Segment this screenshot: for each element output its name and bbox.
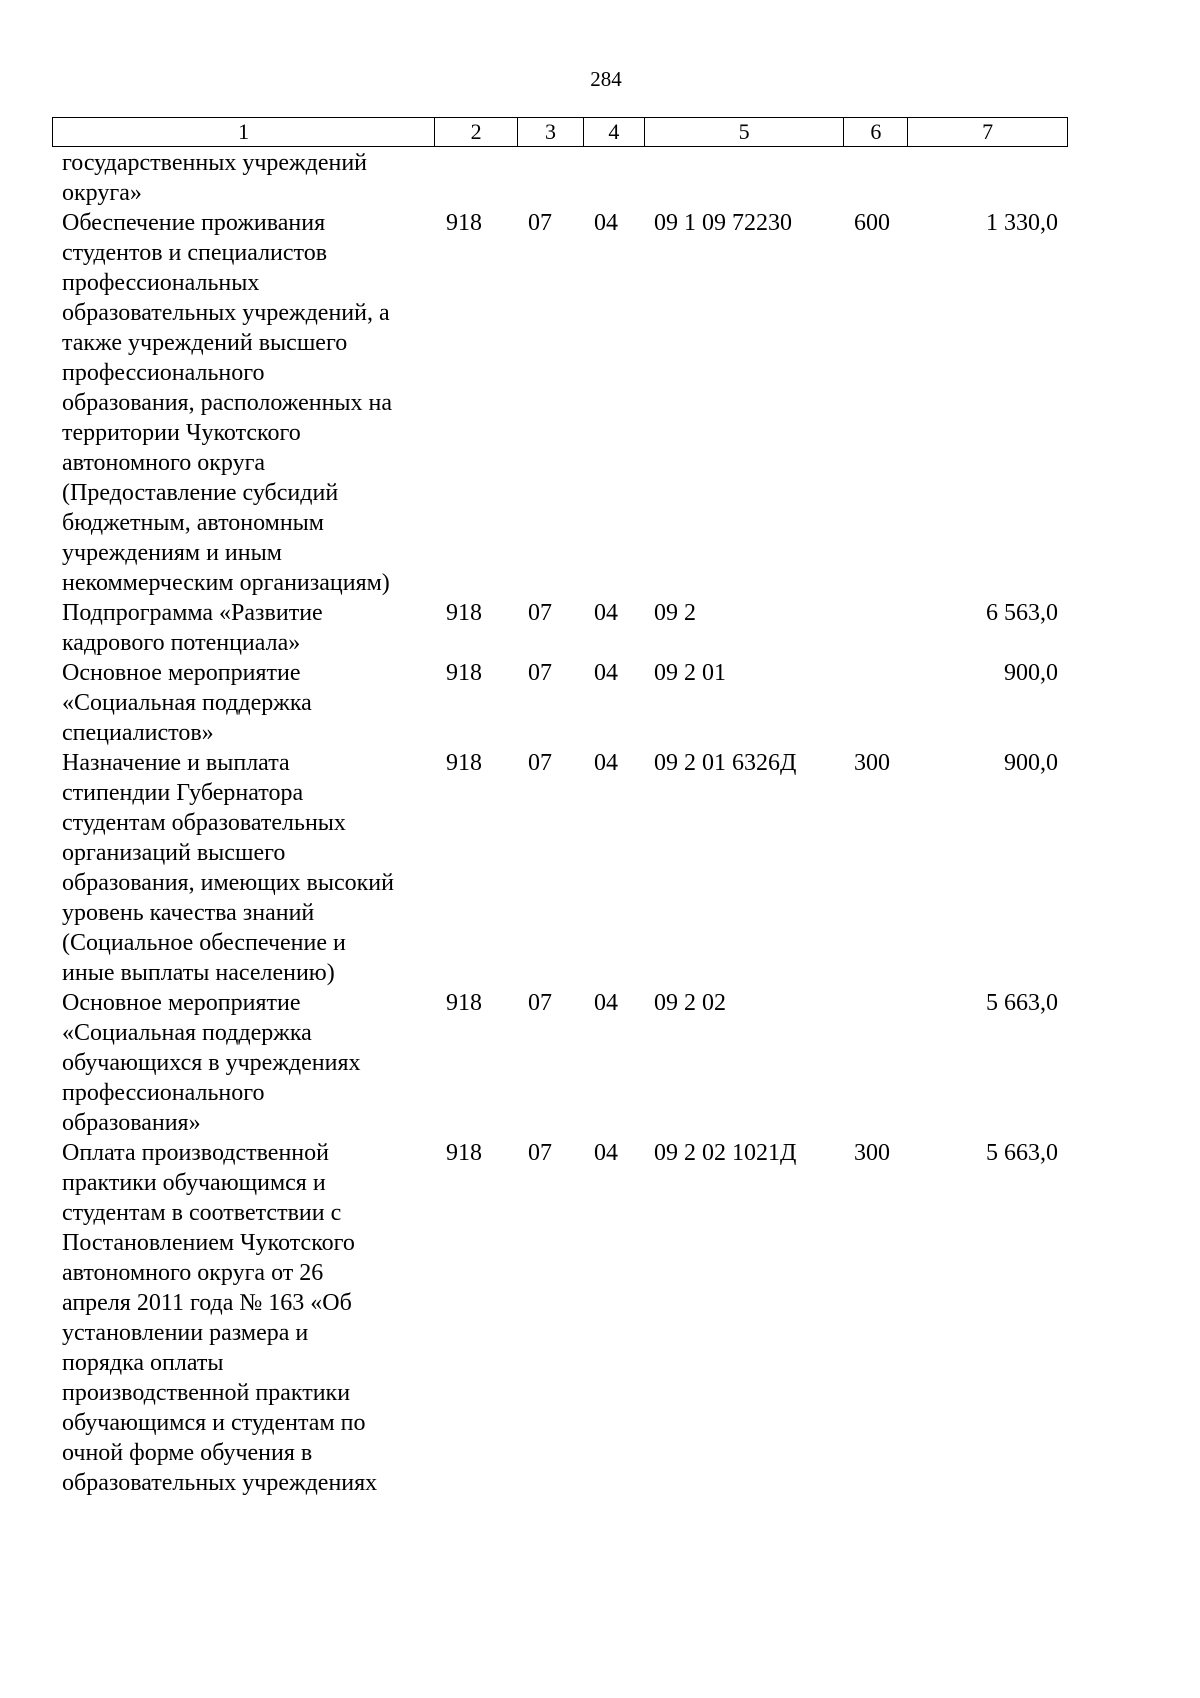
- header-cell-3: 3: [518, 118, 584, 146]
- header-cell-5: 5: [645, 118, 845, 146]
- header-cell-6: 6: [844, 118, 908, 146]
- row-name: Обеспечение проживания студентов и специалистов профессиональных образовательных учреждений, а также учреждений высшего профессионального образования, расположенных на территории Чукотского автономного округа (Предоставление субсидий бюджетным, автономным учреждениям и иным некоммерческим организациям): [62, 210, 393, 596]
- row-target-article: 09 1 09 72230: [654, 210, 792, 236]
- page-number: 284: [590, 67, 622, 91]
- row-subsection: 04: [594, 990, 618, 1016]
- row-gov-code: 918: [446, 750, 482, 776]
- row-amount: 900,0: [1004, 750, 1058, 776]
- row-section: 07: [528, 990, 552, 1016]
- row-name: Назначение и выплата стипендии Губернатора студентам образовательных организаций высшего образования, имеющих высокий уровень качества знаний (Социальное обеспечение и иные выплаты населению): [62, 750, 394, 986]
- table-header: [52, 117, 1068, 147]
- table-row: [52, 208, 1068, 598]
- row-name: Основное мероприятие «Социальная поддержка обучающихся в учреждениях профессионального образования»: [62, 990, 361, 1136]
- table-row: [52, 988, 1068, 1138]
- row-gov-code: 918: [446, 210, 482, 236]
- row-gov-code: 918: [446, 990, 482, 1016]
- row-section: 07: [528, 1140, 552, 1166]
- table-row: [52, 148, 1068, 208]
- row-name: Основное мероприятие «Социальная поддержка специалистов»: [62, 660, 312, 746]
- row-target-article: 09 2 02: [654, 990, 726, 1016]
- row-subsection: 04: [594, 600, 618, 626]
- row-amount: 6 563,0: [986, 600, 1058, 626]
- header-cell-7: 7: [982, 119, 994, 144]
- table-row: [52, 658, 1068, 748]
- row-gov-code: 918: [446, 1140, 482, 1166]
- header-cell-2: 2: [435, 118, 518, 146]
- row-target-article: 09 2: [654, 600, 696, 626]
- row-subsection: 04: [594, 750, 618, 776]
- table-body: [52, 148, 1068, 1498]
- row-amount: 900,0: [1004, 660, 1058, 686]
- header-cell-4: 4: [584, 118, 645, 146]
- table-row: [52, 1138, 1068, 1498]
- row-gov-code: 918: [446, 660, 482, 686]
- row-name: государственных учреждений округа»: [62, 150, 368, 206]
- row-amount: 5 663,0: [986, 1140, 1058, 1166]
- table-row: [52, 748, 1068, 988]
- row-section: 07: [528, 210, 552, 236]
- row-subsection: 04: [594, 660, 618, 686]
- row-expense-type: 300: [854, 1140, 890, 1166]
- row-name: Подпрограмма «Развитие кадрового потенциала»: [62, 600, 323, 656]
- row-subsection: 04: [594, 210, 618, 236]
- row-section: 07: [528, 600, 552, 626]
- row-subsection: 04: [594, 1140, 618, 1166]
- row-name: Оплата производственной практики обучающимся и студентам в соответствии с Постановлением Чукотского автономного округа от 26 апреля 2011 года № 163 «Об установлении размера и порядка оплаты производственной практики обучающимся и студентам по очной форме обучения в образовательных учреждениях: [62, 1140, 378, 1496]
- row-target-article: 09 2 01: [654, 660, 726, 686]
- row-section: 07: [528, 660, 552, 686]
- row-gov-code: 918: [446, 600, 482, 626]
- row-expense-type: 600: [854, 210, 890, 236]
- row-section: 07: [528, 750, 552, 776]
- table-row: [52, 598, 1068, 658]
- row-amount: 5 663,0: [986, 990, 1058, 1016]
- header-cell-1: 1: [53, 118, 435, 146]
- row-target-article: 09 2 01 6326Д: [654, 750, 797, 776]
- row-target-article: 09 2 02 1021Д: [654, 1140, 797, 1166]
- row-amount: 1 330,0: [986, 210, 1058, 236]
- row-expense-type: 300: [854, 750, 890, 776]
